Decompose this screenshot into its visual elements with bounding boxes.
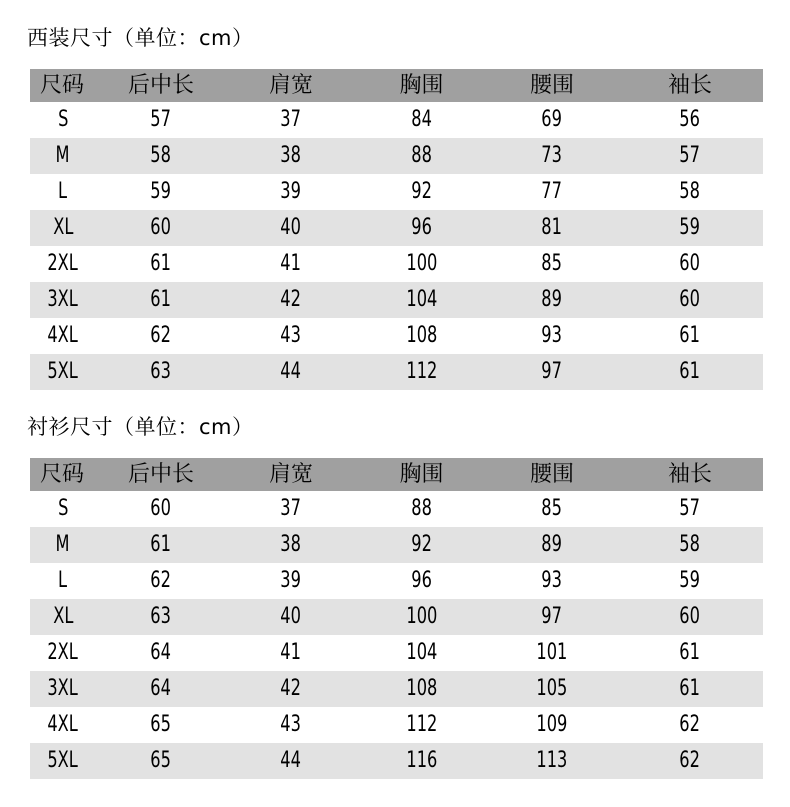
table-row — [30, 563, 763, 599]
back-length-cell — [96, 354, 226, 390]
waist-cell — [487, 354, 617, 390]
waist-cell — [487, 563, 617, 599]
cell-value: 38 — [280, 143, 302, 168]
back-length-cell — [96, 318, 226, 354]
cell-value: 97 — [541, 604, 563, 629]
cell-value: 69 — [541, 107, 563, 132]
cell-value: 5XL — [47, 359, 79, 384]
shirt-size-table — [30, 458, 763, 779]
chest-cell — [356, 527, 487, 563]
table-row — [30, 743, 763, 779]
cell-value: 44 — [280, 359, 302, 384]
chest-header: 胸围 — [356, 458, 487, 491]
cell-value: 85 — [541, 496, 563, 521]
shoulder-width-cell — [226, 635, 356, 671]
cell-value: 89 — [541, 287, 563, 312]
size-cell — [30, 246, 96, 282]
cell-value: 65 — [150, 748, 172, 773]
cell-value: 61 — [679, 359, 701, 384]
size-cell — [30, 102, 96, 138]
waist-cell — [487, 491, 617, 527]
table-row — [30, 707, 763, 743]
shoulder-width-cell — [226, 246, 356, 282]
suit-size-table — [30, 69, 763, 390]
chest-cell — [356, 102, 487, 138]
cell-value: 62 — [679, 712, 701, 737]
cell-value: 84 — [411, 107, 432, 132]
table-row — [30, 527, 763, 563]
back-length-cell — [96, 707, 226, 743]
table-row — [30, 491, 763, 527]
cell-value: 57 — [679, 496, 701, 521]
cell-value: 61 — [679, 676, 701, 701]
sleeve-length-header: 袖长 — [617, 69, 763, 102]
size-cell — [30, 707, 96, 743]
waist-cell — [487, 318, 617, 354]
cell-value: 100 — [406, 604, 437, 629]
back-length-cell — [96, 102, 226, 138]
sleeve-length-cell — [617, 354, 763, 390]
shoulder-width-cell — [226, 174, 356, 210]
cell-value: 73 — [541, 143, 563, 168]
waist-cell — [487, 707, 617, 743]
shoulder-width-cell — [226, 743, 356, 779]
cell-value: 58 — [150, 143, 172, 168]
cell-value: L — [58, 179, 68, 204]
shoulder-width-cell — [226, 282, 356, 318]
cell-value: 56 — [679, 107, 701, 132]
back-length-cell — [96, 210, 226, 246]
table-row — [30, 210, 763, 246]
size-cell — [30, 174, 96, 210]
waist-cell — [487, 246, 617, 282]
chest-header: 胸围 — [356, 69, 487, 102]
cell-value: 38 — [280, 532, 302, 557]
table-header-row — [30, 458, 763, 491]
waist-header: 腰围 — [487, 458, 617, 491]
table-row — [30, 354, 763, 390]
shoulder-width-cell — [226, 563, 356, 599]
cell-value: 58 — [679, 532, 701, 557]
chest-cell — [356, 635, 487, 671]
sleeve-length-cell — [617, 743, 763, 779]
cell-value: L — [58, 568, 68, 593]
size-cell — [30, 138, 96, 174]
cell-value: 108 — [406, 676, 437, 701]
cell-value: 77 — [541, 179, 563, 204]
cell-value: 3XL — [47, 287, 79, 312]
cell-value: 60 — [679, 604, 701, 629]
cell-value: 59 — [679, 568, 701, 593]
back-length-header: 后中长 — [96, 458, 226, 491]
cell-value: 42 — [280, 676, 302, 701]
chest-cell — [356, 743, 487, 779]
cell-value: 44 — [280, 748, 302, 773]
cell-value: 60 — [679, 287, 701, 312]
cell-value: 64 — [150, 640, 172, 665]
sleeve-length-cell — [617, 635, 763, 671]
waist-cell — [487, 671, 617, 707]
cell-value: 58 — [679, 179, 701, 204]
back-length-cell — [96, 563, 226, 599]
waist-cell — [487, 743, 617, 779]
size-cell — [30, 635, 96, 671]
sleeve-length-cell — [617, 102, 763, 138]
back-length-cell — [96, 599, 226, 635]
waist-cell — [487, 282, 617, 318]
chest-cell — [356, 491, 487, 527]
cell-value: 37 — [280, 496, 302, 521]
cell-value: 112 — [406, 712, 437, 737]
waist-cell — [487, 210, 617, 246]
back-length-cell — [96, 743, 226, 779]
size-header: 尺码 — [30, 458, 96, 491]
cell-value: S — [57, 496, 69, 521]
back-length-cell — [96, 138, 226, 174]
table-header-row — [30, 69, 763, 102]
table-row — [30, 635, 763, 671]
shoulder-width-header: 肩宽 — [226, 69, 356, 102]
cell-value: 3XL — [47, 676, 79, 701]
size-cell — [30, 599, 96, 635]
shoulder-width-cell — [226, 671, 356, 707]
chest-cell — [356, 138, 487, 174]
chest-cell — [356, 318, 487, 354]
sleeve-length-cell — [617, 282, 763, 318]
size-header: 尺码 — [30, 69, 96, 102]
waist-cell — [487, 635, 617, 671]
cell-value: 105 — [536, 676, 568, 701]
suit-size-title: 西装尺寸（单位：cm） — [27, 26, 254, 50]
cell-value: 57 — [150, 107, 172, 132]
chest-cell — [356, 707, 487, 743]
sleeve-length-header: 袖长 — [617, 458, 763, 491]
table-row — [30, 102, 763, 138]
cell-value: 37 — [280, 107, 302, 132]
table-row — [30, 246, 763, 282]
cell-value: 2XL — [47, 640, 79, 665]
back-length-cell — [96, 671, 226, 707]
chest-cell — [356, 210, 487, 246]
shoulder-width-cell — [226, 210, 356, 246]
cell-value: M — [55, 532, 71, 557]
cell-value: 65 — [150, 712, 172, 737]
shoulder-width-cell — [226, 599, 356, 635]
table-row — [30, 671, 763, 707]
chest-cell — [356, 354, 487, 390]
cell-value: 88 — [411, 496, 432, 521]
cell-value: 39 — [280, 568, 302, 593]
back-length-cell — [96, 282, 226, 318]
back-length-cell — [96, 527, 226, 563]
shoulder-width-cell — [226, 707, 356, 743]
cell-value: 40 — [280, 604, 302, 629]
cell-value: 57 — [679, 143, 701, 168]
cell-value: 101 — [536, 640, 568, 665]
size-cell — [30, 563, 96, 599]
cell-value: 63 — [150, 359, 172, 384]
back-length-header: 后中长 — [96, 69, 226, 102]
cell-value: 104 — [406, 640, 437, 665]
cell-value: 112 — [406, 359, 437, 384]
sleeve-length-cell — [617, 318, 763, 354]
cell-value: 93 — [541, 568, 563, 593]
chest-cell — [356, 246, 487, 282]
cell-value: 61 — [679, 323, 701, 348]
shoulder-width-cell — [226, 491, 356, 527]
table-row — [30, 174, 763, 210]
size-cell — [30, 491, 96, 527]
waist-cell — [487, 102, 617, 138]
chest-cell — [356, 671, 487, 707]
cell-value: 61 — [150, 251, 172, 276]
sleeve-length-cell — [617, 527, 763, 563]
cell-value: 61 — [150, 287, 172, 312]
cell-value: 108 — [406, 323, 437, 348]
chest-cell — [356, 599, 487, 635]
chest-cell — [356, 282, 487, 318]
cell-value: 62 — [150, 323, 172, 348]
cell-value: 41 — [280, 640, 302, 665]
waist-cell — [487, 599, 617, 635]
shoulder-width-header: 肩宽 — [226, 458, 356, 491]
cell-value: 85 — [541, 251, 563, 276]
cell-value: 59 — [679, 215, 701, 240]
cell-value: 97 — [541, 359, 563, 384]
sleeve-length-cell — [617, 174, 763, 210]
cell-value: XL — [52, 604, 74, 629]
sleeve-length-cell — [617, 599, 763, 635]
cell-value: 92 — [411, 179, 432, 204]
waist-cell — [487, 527, 617, 563]
shoulder-width-cell — [226, 354, 356, 390]
shoulder-width-cell — [226, 318, 356, 354]
cell-value: 41 — [280, 251, 302, 276]
cell-value: 109 — [536, 712, 568, 737]
table-row — [30, 318, 763, 354]
shoulder-width-cell — [226, 138, 356, 174]
cell-value: 43 — [280, 323, 302, 348]
back-length-cell — [96, 635, 226, 671]
waist-cell — [487, 138, 617, 174]
cell-value: 64 — [150, 676, 172, 701]
cell-value: 62 — [150, 568, 172, 593]
cell-value: 88 — [411, 143, 432, 168]
shoulder-width-cell — [226, 527, 356, 563]
cell-value: 5XL — [47, 748, 79, 773]
cell-value: 92 — [411, 532, 432, 557]
waist-cell — [487, 174, 617, 210]
sleeve-length-cell — [617, 671, 763, 707]
size-cell — [30, 671, 96, 707]
cell-value: 4XL — [47, 712, 79, 737]
chest-cell — [356, 174, 487, 210]
cell-value: 60 — [150, 215, 172, 240]
cell-value: 63 — [150, 604, 172, 629]
cell-value: M — [55, 143, 71, 168]
sleeve-length-cell — [617, 138, 763, 174]
chest-cell — [356, 563, 487, 599]
cell-value: 81 — [541, 215, 563, 240]
size-cell — [30, 354, 96, 390]
cell-value: 96 — [411, 215, 432, 240]
cell-value: 113 — [536, 748, 568, 773]
waist-header: 腰围 — [487, 69, 617, 102]
back-length-cell — [96, 246, 226, 282]
cell-value: 61 — [150, 532, 172, 557]
cell-value: 62 — [679, 748, 701, 773]
cell-value: 2XL — [47, 251, 79, 276]
cell-value: 93 — [541, 323, 563, 348]
sleeve-length-cell — [617, 563, 763, 599]
cell-value: 100 — [406, 251, 437, 276]
sleeve-length-cell — [617, 491, 763, 527]
sleeve-length-cell — [617, 246, 763, 282]
shirt-size-title: 衬衫尺寸（单位：cm） — [27, 415, 254, 439]
cell-value: 39 — [280, 179, 302, 204]
cell-value: 61 — [679, 640, 701, 665]
cell-value: 96 — [411, 568, 432, 593]
shoulder-width-cell — [226, 102, 356, 138]
size-cell — [30, 527, 96, 563]
back-length-cell — [96, 491, 226, 527]
cell-value: 89 — [541, 532, 563, 557]
cell-value: 4XL — [47, 323, 79, 348]
cell-value: 42 — [280, 287, 302, 312]
table-row — [30, 599, 763, 635]
size-cell — [30, 743, 96, 779]
cell-value: 104 — [406, 287, 437, 312]
cell-value: 40 — [280, 215, 302, 240]
size-cell — [30, 318, 96, 354]
cell-value: XL — [52, 215, 74, 240]
cell-value: 60 — [679, 251, 701, 276]
cell-value: 116 — [406, 748, 437, 773]
size-cell — [30, 210, 96, 246]
table-row — [30, 282, 763, 318]
size-cell — [30, 282, 96, 318]
sleeve-length-cell — [617, 707, 763, 743]
back-length-cell — [96, 174, 226, 210]
table-row — [30, 138, 763, 174]
cell-value: S — [57, 107, 69, 132]
sleeve-length-cell — [617, 210, 763, 246]
cell-value: 60 — [150, 496, 172, 521]
cell-value: 59 — [150, 179, 172, 204]
cell-value: 43 — [280, 712, 302, 737]
